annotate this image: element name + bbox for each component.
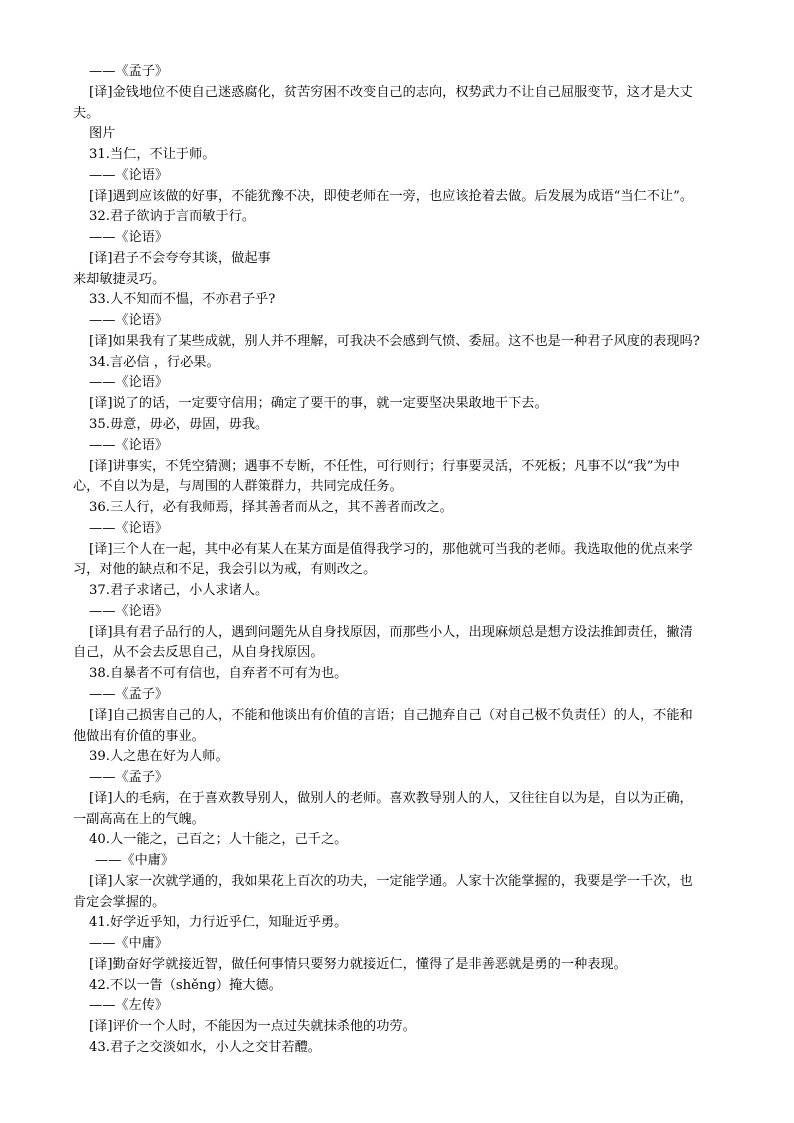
source-line: ——《论语》 xyxy=(89,230,169,246)
source-line: ——《论语》 xyxy=(89,437,169,453)
source-line: ——《论语》 xyxy=(89,603,169,619)
translation-line: [译]君子不会夸夸其谈，做起事 xyxy=(89,250,271,266)
source-line: ——《论语》 xyxy=(89,375,169,391)
quote-line: 37.君子求诸己，小人求诸人。 xyxy=(89,583,269,599)
translation-line: [译]具有君子品行的人，遇到问题先从自身找原因，而那些小人，出现麻烦总是想方设法推卸责任，撇清 xyxy=(89,624,693,640)
source-line: ——《论语》 xyxy=(89,167,169,183)
source-line: ——《孟子》 xyxy=(89,64,169,79)
quote-line: 39.人之患在好为人师。 xyxy=(89,749,229,765)
source-line: ——《孟子》 xyxy=(89,770,169,786)
quote-line: 42.不以一眚（shěng）掩大德。 xyxy=(89,977,282,993)
translation-line: [译]遇到应该做的好事，不能犹豫不决，即使老师在一旁，也应该抢着去做。后发展为成语“当仁不让”。 xyxy=(89,188,694,204)
quote-line: 36.三人行，必有我师焉，择其善者而从之，其不善者而改之。 xyxy=(89,500,453,516)
translation-line: [译]说了的话，一定要守信用；确定了要干的事，就一定要坚决果敢地干下去。 xyxy=(89,396,548,412)
source-line: ——《孟子》 xyxy=(89,686,169,702)
translation-line: 肯定会掌握的。 xyxy=(73,894,166,910)
translation-line: [译]自己损害自己的人，不能和他谈出有价值的言语；自己抛弃自己（对自己极不负责任）的人，不能和 xyxy=(89,707,693,723)
translation-line: 一副高高在上的气魄。 xyxy=(73,811,205,827)
source-line: ——《左传》 xyxy=(89,998,169,1014)
quote-line: 38.自暴者不可有信也，自弃者不可有为也。 xyxy=(89,666,348,682)
quote-line: 41.好学近乎知，力行近乎仁，知耻近乎勇。 xyxy=(89,915,348,931)
quote-line: 40.人一能之，己百之；人十能之，己千之。 xyxy=(89,832,348,848)
translation-line: [译]如果我有了某些成就，别人并不理解，可我决不会感到气愤、委屈。这不也是一种君子风度的表现吗? xyxy=(89,333,700,349)
translation-line: 习，对他的缺点和不足，我会引以为戒，有则改之。 xyxy=(73,562,377,578)
quote-line: 34.言必信 ，行必果。 xyxy=(89,354,220,370)
quote-line: 43.君子之交淡如水，小人之交甘若醴。 xyxy=(89,1039,321,1055)
document-page xyxy=(0,62,794,1059)
quote-line: 35.毋意，毋必，毋固，毋我。 xyxy=(89,417,269,433)
text-line: 图片 xyxy=(89,126,116,142)
source-line: ——《论语》 xyxy=(89,520,169,536)
quote-line: 31.当仁，不让于师。 xyxy=(89,147,216,163)
translation-line: 心，不自以为是，与周围的人群策群力，共同完成任务。 xyxy=(73,479,403,495)
source-line: ——《中庸》 xyxy=(89,936,169,952)
source-line: ——《论语》 xyxy=(89,313,169,329)
translation-line: [译]讲事实，不凭空猜测；遇事不专断，不任性，可行则行；行事要灵活，不死板；凡事不以“我”为中 xyxy=(89,458,680,474)
translation-line: [译]金钱地位不使自己迷惑腐化，贫苦穷困不改变自己的志向，权势武力不让自己屈服变节，这才是大丈 xyxy=(89,84,693,100)
translation-line: 自己，从不会去反思自己，从自身找原因。 xyxy=(73,645,324,661)
translation-line: [译]勤奋好学就接近智，做任何事情只要努力就接近仁，懂得了是非善恶就是勇的一种表现。 xyxy=(89,956,627,972)
translation-line: 他做出有价值的事业。 xyxy=(73,728,205,744)
source-line: ——《中庸》 xyxy=(95,853,175,869)
translation-line: [译]三个人在一起，其中必有某人在某方面是值得我学习的，那他就可当我的老师。我选取他的优点来学 xyxy=(89,541,693,557)
translation-line: 夫。 xyxy=(73,105,100,121)
quote-line: 32.君子欲讷于言而敏于行。 xyxy=(89,209,256,225)
quote-line: 33.人不知而不愠，不亦君子乎? xyxy=(89,292,276,308)
translation-line: [译]评价一个人时，不能因为一点过失就抹杀他的功劳。 xyxy=(89,1019,416,1035)
translation-line: [译]人家一次就学通的，我如果花上百次的功夫，一定能学通。人家十次能掌握的，我要是学一千次，也 xyxy=(89,873,693,889)
translation-line: 来却敏捷灵巧。 xyxy=(73,271,166,287)
translation-line: [译]人的毛病，在于喜欢教导别人，做别人的老师。喜欢教导别人的人，又往往自以为是，自以为正确， xyxy=(89,790,693,806)
